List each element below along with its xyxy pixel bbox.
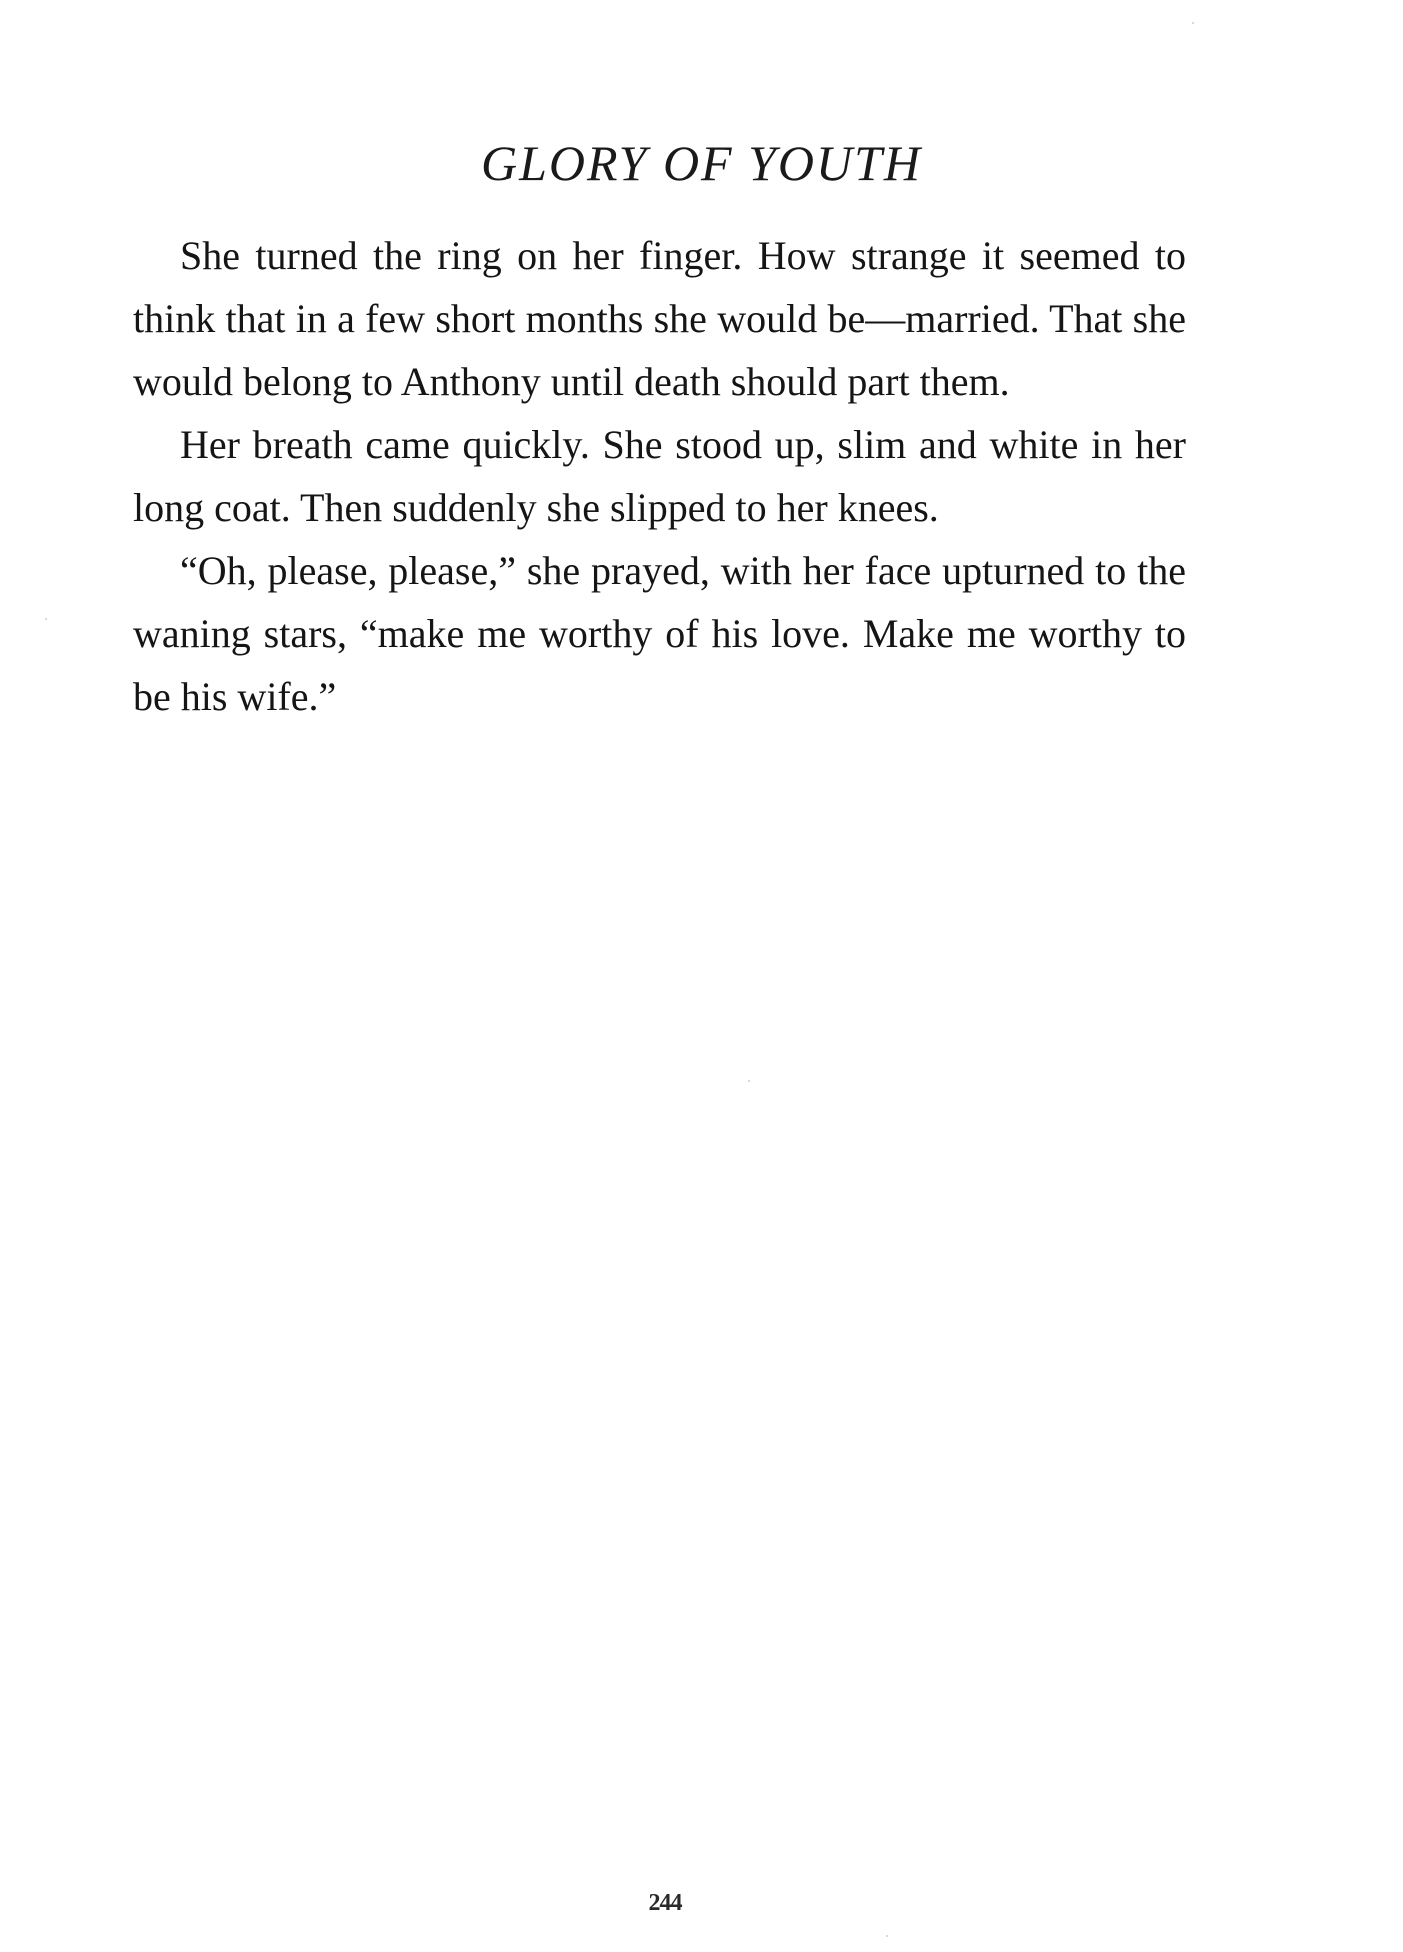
paper-speck [886, 1935, 888, 1937]
paragraph: “Oh, please, please,” she prayed, with her face upturned to the waning stars, “make me worthy of his love. Make me worthy to be his wife.” [133, 548, 1186, 719]
paragraph: Her breath came quickly. She stood up, slim and white in her long coat. Then suddenly she slipped to her knees. [133, 422, 1186, 530]
paragraph: She turned the ring on her finger. How strange it seemed to think that in a few short months she would be—married. That she would belong to Anthony until death should part them. [133, 233, 1186, 404]
running-head: GLORY OF YOUTH [480, 135, 923, 191]
paper-speck [1192, 22, 1194, 24]
page-number: 244 [648, 1889, 682, 1916]
paper-speck [748, 1080, 750, 1082]
paper-speck [45, 618, 47, 620]
body-text [133, 224, 1186, 728]
